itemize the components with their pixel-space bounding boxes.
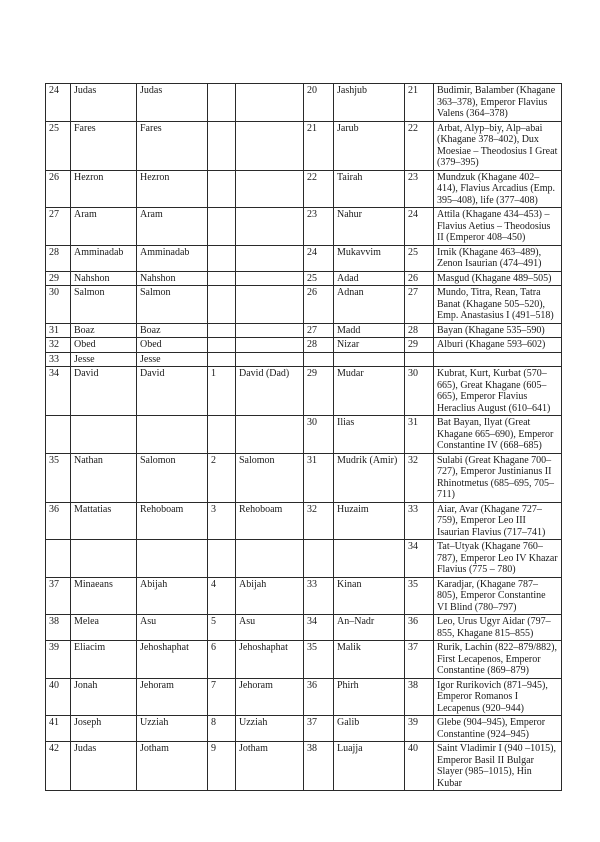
- king-name: Abijah: [236, 577, 304, 615]
- ruler-description: Karadjar, (Khagane 787–805), Emperor Constantine VI Blind (780–797): [434, 577, 562, 615]
- king-name: [236, 540, 304, 578]
- king-name: [236, 84, 304, 122]
- luke-lineage-name: Nahshon: [71, 271, 137, 286]
- matthew-lineage-name: Jesse: [137, 352, 208, 367]
- biblical-generation-number: 35: [46, 453, 71, 502]
- table-row: [46, 540, 562, 578]
- ruler-description: Mundo, Titra, Rean, Tatra Banat (Khagane 505–520), Emp. Anastasius I (491–518): [434, 286, 562, 324]
- ruler-number: 22: [405, 121, 434, 170]
- table-row: [46, 352, 562, 367]
- ruler-description: Tat–Utyak (Khagane 760–787), Emperor Leo IV Khazar Flavius (775 – 780): [434, 540, 562, 578]
- table-row: [46, 453, 562, 502]
- king-name: Uzziah: [236, 716, 304, 742]
- arab-generation-number: 37: [304, 716, 334, 742]
- ruler-number: 26: [405, 271, 434, 286]
- king-number: 6: [208, 641, 236, 679]
- arab-ancestor-name: Jarub: [334, 121, 405, 170]
- biblical-generation-number: 38: [46, 615, 71, 641]
- arab-generation-number: [304, 540, 334, 578]
- table-row: [46, 641, 562, 679]
- arab-ancestor-name: Malik: [334, 641, 405, 679]
- luke-lineage-name: Hezron: [71, 170, 137, 208]
- king-number: 3: [208, 502, 236, 540]
- ruler-number: 32: [405, 453, 434, 502]
- arab-ancestor-name: Ilias: [334, 416, 405, 454]
- arab-generation-number: 30: [304, 416, 334, 454]
- arab-generation-number: 25: [304, 271, 334, 286]
- king-number: [208, 84, 236, 122]
- table-row: [46, 338, 562, 353]
- matthew-lineage-name: Abijah: [137, 577, 208, 615]
- ruler-number: 33: [405, 502, 434, 540]
- matthew-lineage-name: Salmon: [137, 286, 208, 324]
- table-row: [46, 577, 562, 615]
- ruler-number: 25: [405, 245, 434, 271]
- matthew-lineage-name: [137, 540, 208, 578]
- king-number: [208, 286, 236, 324]
- biblical-generation-number: 25: [46, 121, 71, 170]
- ruler-number: 31: [405, 416, 434, 454]
- matthew-lineage-name: Hezron: [137, 170, 208, 208]
- ruler-number: 38: [405, 678, 434, 716]
- ruler-number: 39: [405, 716, 434, 742]
- matthew-lineage-name: Nahshon: [137, 271, 208, 286]
- luke-lineage-name: Minaeans: [71, 577, 137, 615]
- ruler-description: Bat Bayan, Ilyat (Great Khagane 665–690), Emperor Constantine IV (668–685): [434, 416, 562, 454]
- luke-lineage-name: Amminadab: [71, 245, 137, 271]
- luke-lineage-name: Fares: [71, 121, 137, 170]
- ruler-description: Arbat, Alyp–biy, Alp–abai (Khagane 378–402), Dux Moesiae – Theodosius I Great (379–395): [434, 121, 562, 170]
- ruler-description: Sulabi (Great Khagane 700–727), Emperor Justinianus II Rhinotmetus (685–695, 705–711): [434, 453, 562, 502]
- arab-ancestor-name: Mudar: [334, 367, 405, 416]
- ruler-number: 23: [405, 170, 434, 208]
- biblical-generation-number: 28: [46, 245, 71, 271]
- king-number: 2: [208, 453, 236, 502]
- biblical-generation-number: 29: [46, 271, 71, 286]
- ruler-description: [434, 352, 562, 367]
- matthew-lineage-name: Obed: [137, 338, 208, 353]
- matthew-lineage-name: Uzziah: [137, 716, 208, 742]
- luke-lineage-name: Nathan: [71, 453, 137, 502]
- matthew-lineage-name: Boaz: [137, 323, 208, 338]
- luke-lineage-name: Judas: [71, 742, 137, 791]
- biblical-generation-number: 42: [46, 742, 71, 791]
- king-name: Jehoram: [236, 678, 304, 716]
- luke-lineage-name: Boaz: [71, 323, 137, 338]
- king-number: 9: [208, 742, 236, 791]
- ruler-number: 37: [405, 641, 434, 679]
- ruler-description: Kubrat, Kurt, Kurbat (570–665), Great Khagane (605–665), Emperor Flavius Heraclius August (610–641): [434, 367, 562, 416]
- matthew-lineage-name: David: [137, 367, 208, 416]
- king-name: [236, 352, 304, 367]
- arab-ancestor-name: Phirh: [334, 678, 405, 716]
- ruler-description: Attila (Khagane 434–453) – Flavius Aetius – Theodosius II (Emperor 408–450): [434, 208, 562, 246]
- king-number: [208, 170, 236, 208]
- ruler-number: 35: [405, 577, 434, 615]
- ruler-number: [405, 352, 434, 367]
- ruler-description: Irnik (Khagane 463–489), Zenon Isaurian (474–491): [434, 245, 562, 271]
- table-row: [46, 323, 562, 338]
- king-number: 7: [208, 678, 236, 716]
- arab-ancestor-name: [334, 352, 405, 367]
- ruler-description: Aiar, Avar (Khagane 727–759), Emperor Leo III Isaurian Flavius (717–741): [434, 502, 562, 540]
- king-number: [208, 121, 236, 170]
- arab-ancestor-name: [334, 540, 405, 578]
- arab-generation-number: 38: [304, 742, 334, 791]
- biblical-generation-number: 30: [46, 286, 71, 324]
- table-row: [46, 208, 562, 246]
- table-row: [46, 615, 562, 641]
- arab-generation-number: 33: [304, 577, 334, 615]
- table-row: [46, 170, 562, 208]
- matthew-lineage-name: Jehoram: [137, 678, 208, 716]
- arab-generation-number: 24: [304, 245, 334, 271]
- matthew-lineage-name: [137, 416, 208, 454]
- arab-generation-number: 27: [304, 323, 334, 338]
- arab-ancestor-name: Kinan: [334, 577, 405, 615]
- table-row: [46, 742, 562, 791]
- matthew-lineage-name: Jehoshaphat: [137, 641, 208, 679]
- ruler-number: 27: [405, 286, 434, 324]
- biblical-generation-number: 34: [46, 367, 71, 416]
- arab-ancestor-name: Mukavvim: [334, 245, 405, 271]
- arab-generation-number: 22: [304, 170, 334, 208]
- arab-ancestor-name: An–Nadr: [334, 615, 405, 641]
- luke-lineage-name: Jesse: [71, 352, 137, 367]
- matthew-lineage-name: Asu: [137, 615, 208, 641]
- king-name: [236, 208, 304, 246]
- biblical-generation-number: 31: [46, 323, 71, 338]
- arab-generation-number: [304, 352, 334, 367]
- ruler-description: Leo, Urus Ugyr Aidar (797–855, Khagane 815–855): [434, 615, 562, 641]
- king-name: [236, 338, 304, 353]
- arab-ancestor-name: Jashjub: [334, 84, 405, 122]
- king-name: [236, 416, 304, 454]
- ruler-description: Budimir, Balamber (Khagane 363–378), Emperor Flavius Valens (364–378): [434, 84, 562, 122]
- ruler-description: Mundzuk (Khagane 402–414), Flavius Arcadius (Emp. 395–408), life (377–408): [434, 170, 562, 208]
- king-name: [236, 170, 304, 208]
- king-name: [236, 245, 304, 271]
- matthew-lineage-name: Rehoboam: [137, 502, 208, 540]
- arab-ancestor-name: Madd: [334, 323, 405, 338]
- king-name: [236, 323, 304, 338]
- matthew-lineage-name: Amminadab: [137, 245, 208, 271]
- luke-lineage-name: Joseph: [71, 716, 137, 742]
- matthew-lineage-name: Jotham: [137, 742, 208, 791]
- arab-ancestor-name: Adnan: [334, 286, 405, 324]
- luke-lineage-name: David: [71, 367, 137, 416]
- king-name: Rehoboam: [236, 502, 304, 540]
- arab-ancestor-name: Mudrik (Amir): [334, 453, 405, 502]
- king-number: [208, 540, 236, 578]
- luke-lineage-name: Obed: [71, 338, 137, 353]
- ruler-description: Rurik, Lachin (822–879/882), First Lecapenos, Emperor Constantine (869–879): [434, 641, 562, 679]
- matthew-lineage-name: Judas: [137, 84, 208, 122]
- biblical-generation-number: 39: [46, 641, 71, 679]
- table-row: [46, 502, 562, 540]
- king-name: Salomon: [236, 453, 304, 502]
- ruler-description: Masgud (Khagane 489–505): [434, 271, 562, 286]
- ruler-number: 36: [405, 615, 434, 641]
- arab-ancestor-name: Huzaim: [334, 502, 405, 540]
- ruler-description: Saint Vladimir I (940 –1015), Emperor Basil II Bulgar Slayer (985–1015), Hin Kubar: [434, 742, 562, 791]
- ruler-number: 29: [405, 338, 434, 353]
- table-row: [46, 84, 562, 122]
- arab-generation-number: 20: [304, 84, 334, 122]
- ruler-number: 28: [405, 323, 434, 338]
- matthew-lineage-name: Aram: [137, 208, 208, 246]
- arab-generation-number: 28: [304, 338, 334, 353]
- biblical-generation-number: [46, 540, 71, 578]
- arab-generation-number: 34: [304, 615, 334, 641]
- king-name: Jehoshaphat: [236, 641, 304, 679]
- king-name: [236, 286, 304, 324]
- table-row: [46, 245, 562, 271]
- matthew-lineage-name: Fares: [137, 121, 208, 170]
- biblical-generation-number: 33: [46, 352, 71, 367]
- luke-lineage-name: Jonah: [71, 678, 137, 716]
- king-name: [236, 121, 304, 170]
- arab-ancestor-name: Nahur: [334, 208, 405, 246]
- king-name: Asu: [236, 615, 304, 641]
- arab-generation-number: 29: [304, 367, 334, 416]
- biblical-generation-number: 37: [46, 577, 71, 615]
- ruler-description: Igor Rurikovich (871–945), Emperor Romanos I Lecapenus (920–944): [434, 678, 562, 716]
- table-row: [46, 121, 562, 170]
- luke-lineage-name: Mattatias: [71, 502, 137, 540]
- matthew-lineage-name: Salomon: [137, 453, 208, 502]
- luke-lineage-name: Salmon: [71, 286, 137, 324]
- biblical-generation-number: 26: [46, 170, 71, 208]
- king-name: David (Dad): [236, 367, 304, 416]
- biblical-generation-number: 27: [46, 208, 71, 246]
- arab-generation-number: 32: [304, 502, 334, 540]
- king-number: [208, 338, 236, 353]
- ruler-description: Glebe (904–945), Emperor Constantine (924–945): [434, 716, 562, 742]
- king-number: 8: [208, 716, 236, 742]
- king-name: [236, 271, 304, 286]
- king-number: [208, 208, 236, 246]
- ruler-description: Alburi (Khagane 593–602): [434, 338, 562, 353]
- arab-ancestor-name: Tairah: [334, 170, 405, 208]
- arab-ancestor-name: Adad: [334, 271, 405, 286]
- ruler-number: 30: [405, 367, 434, 416]
- ruler-number: 34: [405, 540, 434, 578]
- table-row: [46, 416, 562, 454]
- table-row: [46, 678, 562, 716]
- arab-generation-number: 35: [304, 641, 334, 679]
- arab-generation-number: 23: [304, 208, 334, 246]
- luke-lineage-name: Melea: [71, 615, 137, 641]
- biblical-generation-number: 36: [46, 502, 71, 540]
- arab-ancestor-name: Nizar: [334, 338, 405, 353]
- ruler-number: 24: [405, 208, 434, 246]
- ruler-description: Bayan (Khagane 535–590): [434, 323, 562, 338]
- luke-lineage-name: Judas: [71, 84, 137, 122]
- arab-generation-number: 31: [304, 453, 334, 502]
- ruler-number: 40: [405, 742, 434, 791]
- table-row: [46, 367, 562, 416]
- biblical-generation-number: 32: [46, 338, 71, 353]
- king-name: Jotham: [236, 742, 304, 791]
- arab-ancestor-name: Luajja: [334, 742, 405, 791]
- king-number: 1: [208, 367, 236, 416]
- table-row: [46, 716, 562, 742]
- arab-generation-number: 21: [304, 121, 334, 170]
- king-number: [208, 323, 236, 338]
- arab-ancestor-name: Galib: [334, 716, 405, 742]
- king-number: 4: [208, 577, 236, 615]
- king-number: [208, 271, 236, 286]
- king-number: [208, 416, 236, 454]
- biblical-generation-number: 40: [46, 678, 71, 716]
- king-number: [208, 352, 236, 367]
- arab-generation-number: 36: [304, 678, 334, 716]
- genealogy-table: [45, 83, 562, 791]
- arab-generation-number: 26: [304, 286, 334, 324]
- ruler-number: 21: [405, 84, 434, 122]
- table-row: [46, 271, 562, 286]
- luke-lineage-name: Eliacim: [71, 641, 137, 679]
- biblical-generation-number: [46, 416, 71, 454]
- luke-lineage-name: [71, 540, 137, 578]
- luke-lineage-name: Aram: [71, 208, 137, 246]
- luke-lineage-name: [71, 416, 137, 454]
- biblical-generation-number: 24: [46, 84, 71, 122]
- biblical-generation-number: 41: [46, 716, 71, 742]
- king-number: 5: [208, 615, 236, 641]
- table-body: [46, 84, 562, 791]
- king-number: [208, 245, 236, 271]
- table-row: [46, 286, 562, 324]
